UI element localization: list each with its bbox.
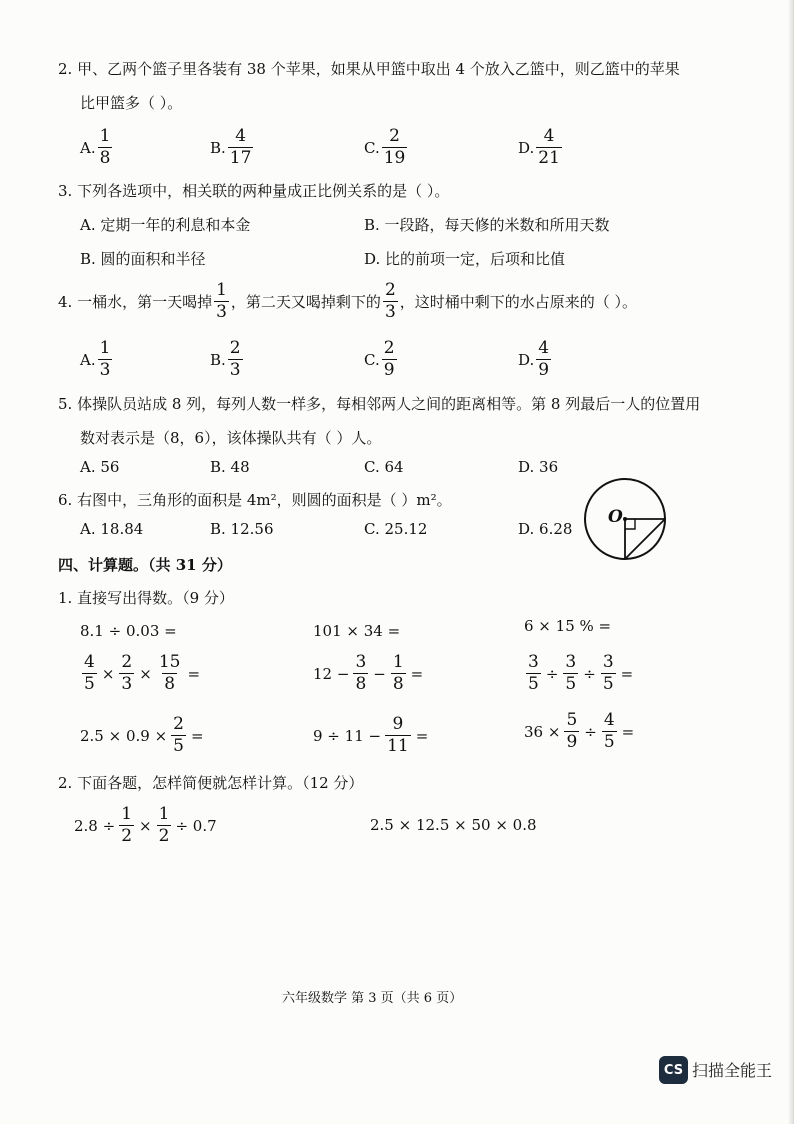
fraction: $\frac{4}{21}$ — [538, 126, 560, 168]
q6-stem: 6. 右图中，三角形的面积是 4m²，则圆的面积是（ ）m²。 — [58, 491, 452, 509]
q5-option-c[interactable]: C. 64 — [364, 458, 404, 476]
fraction: $\frac{1}{3}$ — [216, 280, 227, 322]
fraction: $\frac{3}{8}$ — [355, 652, 367, 694]
fraction: $\frac{1}{2}$ — [121, 804, 133, 846]
q3-option-c[interactable]: B. 圆的面积和半径 — [80, 250, 206, 268]
fraction: $\frac{3}{5}$ — [565, 652, 577, 694]
calc-r1c1: 8.1 ÷ 0.03 = — [80, 622, 177, 640]
q4-option-d[interactable]: D. $\frac{4}{9}$ — [518, 338, 550, 380]
calc-r2c3: $\frac{3}{5}$ ÷ $\frac{3}{5}$ ÷ $\frac{3}{5}$ = — [528, 652, 634, 694]
q4-option-c[interactable]: C. $\frac{2}{9}$ — [364, 338, 395, 380]
calc-r3c2: 9 ÷ 11 − $\frac{9}{11}$ = — [313, 714, 429, 756]
fraction: $\frac{2}{3}$ — [121, 652, 133, 694]
section4-sub1: 1. 直接写出得数。（9 分） — [58, 589, 234, 607]
q6-option-a[interactable]: A. 18.84 — [80, 520, 144, 538]
q2-option-b[interactable]: B. $\frac{4}{17}$ — [210, 126, 252, 168]
calc-r1c3: 6 × 15 % = — [524, 617, 612, 635]
fraction: $\frac{1}{8}$ — [99, 126, 111, 168]
section4-title: 四、计算题。（共 31 分） — [58, 556, 232, 574]
q4-stem: 4. 一桶水，第一天喝掉 $\frac{1}{3}$ ，第二天又喝掉剩下的 $\frac{2}{3}$ ，这时桶中剩下的水占原来的（ ）。 — [58, 280, 638, 322]
fraction: $\frac{2}{9}$ — [383, 338, 395, 380]
fraction: $\frac{2}{19}$ — [383, 126, 406, 168]
calc-r2c2: 12 − $\frac{3}{8}$ − $\frac{1}{8}$ = — [313, 652, 424, 694]
center-label: O — [608, 507, 623, 527]
q2-option-d[interactable]: D. $\frac{4}{21}$ — [518, 126, 560, 168]
q5-option-d[interactable]: D. 36 — [518, 458, 559, 476]
fraction: $\frac{2}{5}$ — [173, 714, 184, 756]
q5-stem-line1: 5. 体操队员站成 8 列，每列人数一样多，每相邻两人之间的距离相等。第 8 列最后一人的位置用 — [58, 395, 701, 413]
fraction: $\frac{9}{11}$ — [387, 714, 409, 756]
camscanner-logo-icon: CS — [659, 1056, 688, 1084]
camscanner-text: 扫描全能王 — [692, 1061, 773, 1080]
fraction: $\frac{4}{9}$ — [538, 338, 550, 380]
q5-option-a[interactable]: A. 56 — [80, 458, 120, 476]
q6-option-d[interactable]: D. 6.28 — [518, 520, 573, 538]
fraction: $\frac{4}{17}$ — [229, 126, 252, 168]
fraction: $\frac{15}{8}$ — [158, 652, 181, 694]
calc-r1c2: 101 × 34 = — [313, 622, 401, 640]
q6-option-c[interactable]: C. 25.12 — [364, 520, 428, 538]
fraction: $\frac{1}{8}$ — [392, 652, 404, 694]
fraction: $\frac{1}{2}$ — [158, 804, 170, 846]
q2-option-a[interactable]: A. $\frac{1}{8}$ — [80, 126, 111, 168]
q2-option-c[interactable]: C. $\frac{2}{19}$ — [364, 126, 406, 168]
q5-option-b[interactable]: B. 48 — [210, 458, 250, 476]
q2-stem-line1: 2. 甲、乙两个篮子里各装有 38 个苹果，如果从甲篮中取出 4 个放入乙篮中，则乙篮中的苹果 — [58, 60, 680, 78]
fraction: $\frac{4}{5}$ — [603, 710, 615, 752]
fraction: $\frac{4}{5}$ — [84, 652, 95, 694]
fraction: $\frac{3}{5}$ — [528, 652, 539, 694]
simplify-expr-2: 2.5 × 12.5 × 50 × 0.8 — [370, 816, 537, 834]
q3-option-d[interactable]: D. 比的前项一定，后项和比值 — [364, 250, 566, 268]
page-edge-shadow — [788, 0, 794, 1124]
calc-r3c1: 2.5 × 0.9 × $\frac{2}{5}$ = — [80, 714, 204, 756]
q3-option-b[interactable]: B. 一段路，每天修的米数和所用天数 — [364, 216, 610, 234]
q4-option-b[interactable]: B. $\frac{2}{3}$ — [210, 338, 241, 380]
calc-r2c1: $\frac{4}{5}$ × $\frac{2}{3}$ × $\frac{15}{8}$ = — [84, 652, 201, 694]
simplify-expr-1: 2.8 ÷ $\frac{1}{2}$ × $\frac{1}{2}$ ÷ 0.7 — [74, 804, 217, 846]
q3-option-a[interactable]: A. 定期一年的利息和本金 — [80, 216, 251, 234]
circle-triangle-figure — [580, 474, 670, 564]
fraction: $\frac{3}{5}$ — [602, 652, 614, 694]
q5-stem-line2: 数对表示是（8，6），该体操队共有（ ）人。 — [80, 429, 382, 447]
fraction: $\frac{5}{9}$ — [566, 710, 578, 752]
q4-option-a[interactable]: A. $\frac{1}{3}$ — [80, 338, 111, 380]
fraction: $\frac{2}{3}$ — [384, 280, 396, 322]
q6-option-b[interactable]: B. 12.56 — [210, 520, 274, 538]
q3-stem: 3. 下列各选项中，相关联的两种量成正比例关系的是（ ）。 — [58, 182, 450, 200]
calc-r3c3: 36 × $\frac{5}{9}$ ÷ $\frac{4}{5}$ = — [524, 710, 635, 752]
fraction: $\frac{1}{3}$ — [99, 338, 111, 380]
section4-sub2: 2. 下面各题，怎样简便就怎样计算。（12 分） — [58, 774, 364, 792]
q2-stem-line2: 比甲篮多（ ）。 — [80, 94, 183, 112]
page-footer: 六年级数学 第 3 页（共 6 页） — [282, 991, 463, 1006]
fraction: $\frac{2}{3}$ — [229, 338, 241, 380]
